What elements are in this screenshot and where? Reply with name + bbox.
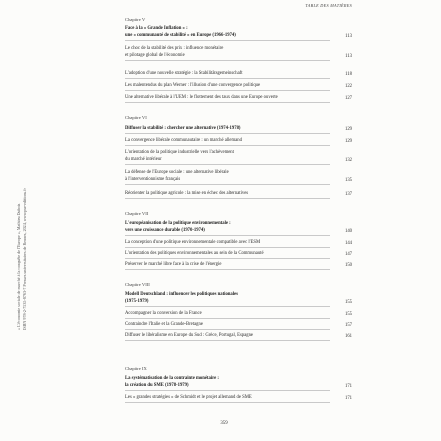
- page-ref: 127: [344, 96, 352, 101]
- toc-entry-line: Accompagner la conversion de la France: [125, 311, 202, 316]
- toc-entry-line: Réorienter la politique agricole : la mise en échec des alternatives: [125, 191, 249, 196]
- page-ref: 118: [345, 72, 352, 77]
- toc-entry[interactable]: [125, 250, 352, 259]
- chapter-title[interactable]: [125, 291, 352, 307]
- page-ref: 122: [344, 84, 352, 89]
- page-ref: 113: [345, 34, 352, 39]
- chapter-title-line: Modell Deutschland : influencer les politiques nationales: [125, 292, 238, 297]
- page-ref: 147: [344, 252, 352, 257]
- chapter-title-line: une « communauté de stabilité » en Europe (1966-1974): [125, 33, 236, 38]
- page-ref: 135: [344, 178, 352, 183]
- copyright-side-note: [16, 140, 28, 330]
- page-ref: 113: [345, 54, 352, 59]
- chapter-title-line: Diffuser la stabilité : chercher une alternative (1974-1978): [125, 126, 241, 131]
- page-ref: 129: [344, 139, 352, 144]
- chapter-title-line: La systématisation de la contrainte monétaire :: [125, 376, 219, 381]
- toc-entry[interactable]: [125, 190, 352, 199]
- page-ref: 129: [344, 127, 352, 132]
- chapter-label: Chapitre VI: [125, 115, 147, 120]
- page-ref: 171: [344, 396, 352, 401]
- chapter-label: Chapitre VIII: [125, 282, 150, 287]
- chapter-title-line: vers une croissance durable (1970-1974): [125, 228, 205, 233]
- toc-entry-line: L'adoption d'une nouvelle stratégie : la Stabilitätsgemeinschaft: [125, 71, 243, 76]
- chapter-title[interactable]: [125, 25, 352, 41]
- chapter-title-line: la création du SME (1978-1979): [125, 383, 189, 388]
- page-ref: 155: [344, 312, 352, 317]
- page-ref: 157: [344, 323, 352, 328]
- chapter-title-line: Face à la « Grande Inflation » :: [125, 26, 188, 31]
- side-note-line: ISBN 978-2-7535-8763-7 Presses universitaires de Rennes, 2024, www.pur-editions.fr: [22, 188, 27, 330]
- toc-entry-line: L'orientation des politiques environnementales au sein de la Communauté: [125, 251, 264, 256]
- toc-entry-line: et pilotage global de l'économie: [125, 53, 185, 58]
- toc-entry[interactable]: [125, 169, 352, 185]
- toc-entry-line: L'orientation de la politique industrielle vers l'achèvement: [125, 150, 234, 155]
- toc-entry[interactable]: [125, 310, 352, 319]
- page-ref: 140: [344, 229, 352, 234]
- chapter-title-line: (1975-1979): [125, 299, 149, 304]
- toc-entry[interactable]: [125, 94, 352, 103]
- toc-entry[interactable]: [125, 70, 352, 79]
- toc-entry-line: Préserver le marché libre face à la crise de l'énergie: [125, 262, 222, 267]
- toc-entry[interactable]: [125, 149, 352, 165]
- toc-entry-line: Contraindre l'Italie et la Grande-Bretagne: [125, 322, 203, 327]
- page-ref: 161: [344, 334, 352, 339]
- toc-entry-line: du marché intérieur: [125, 157, 162, 162]
- page-number: 359: [220, 421, 228, 426]
- side-note-line: « L'économie sociale de marché à la conquête de l'Europe », Mathieu Dubois: [16, 203, 21, 330]
- toc-entry[interactable]: [125, 45, 352, 61]
- page-ref: 137: [344, 192, 352, 197]
- toc-entry-line: Les « grandes stratégies » de Schmidt et le projet allemand de SME: [125, 395, 252, 400]
- chapter-label: Chapitre VII: [125, 211, 149, 216]
- toc-entry[interactable]: [125, 332, 352, 341]
- chapter-title[interactable]: [125, 220, 352, 236]
- toc-entry-line: à l'interventionnisme français: [125, 177, 181, 182]
- toc-entry-line: La conception d'une politique environnementale compatible avec l'ESM: [125, 240, 261, 245]
- toc-entry-line: Les malentendus du plan Werner : l'illusion d'une convergence politique: [125, 83, 261, 88]
- chapter-title[interactable]: [125, 125, 352, 134]
- page-ref: 132: [344, 158, 352, 163]
- chapter-label: Chapitre V: [125, 17, 146, 22]
- running-head: TABLE DES MATIÈRES: [305, 3, 352, 8]
- toc-entry[interactable]: [125, 82, 352, 91]
- toc-entry-line: La convergence libérale communautaire : un marché allemand: [125, 138, 242, 143]
- chapter-title[interactable]: [125, 375, 352, 391]
- toc-entry[interactable]: [125, 261, 352, 270]
- toc-entry[interactable]: [125, 239, 352, 248]
- toc-entry[interactable]: [125, 137, 352, 146]
- toc-entry-line: La défense de l'Europe sociale : une alternative libérale: [125, 170, 229, 175]
- chapter-label: Chapitre IX: [125, 366, 147, 371]
- toc-entry[interactable]: [125, 394, 352, 403]
- page-ref: 155: [344, 300, 352, 305]
- page-ref: 171: [344, 384, 352, 389]
- toc-entry-line: Le choc de la stabilité des prix : influence monétaire: [125, 46, 224, 51]
- page-ref: 144: [344, 241, 352, 246]
- toc-entry-line: Diffuser le libéralisme en Europe du Sud : Grèce, Portugal, Espagne: [125, 333, 254, 338]
- toc-entry[interactable]: [125, 321, 352, 330]
- toc-entry-line: Une alternative libérale à l'UEM : le flottement des taux dans une Europe ouverte: [125, 95, 278, 100]
- chapter-title-line: L'européanisation de la politique environnementale :: [125, 221, 231, 226]
- page-ref: 150: [344, 263, 352, 268]
